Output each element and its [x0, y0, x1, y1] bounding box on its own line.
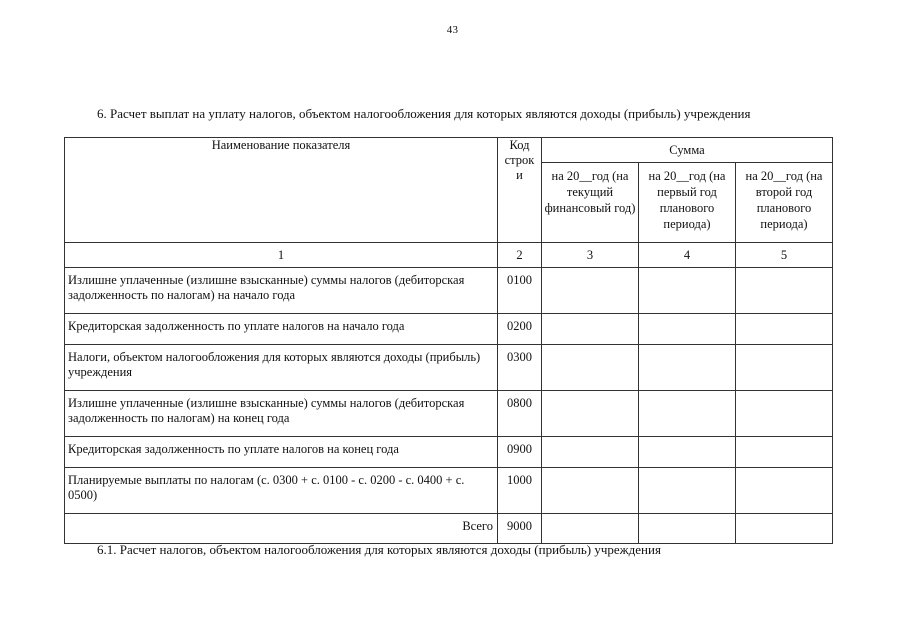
- row-name: Планируемые выплаты по налогам (с. 0300 + с. 0100 - с. 0200 - с. 0400 + с. 0500): [65, 468, 498, 514]
- row-name: Кредиторская задолженность по уплате налогов на конец года: [65, 437, 498, 468]
- value-cell[interactable]: [542, 345, 639, 391]
- column-number: 2: [498, 243, 542, 268]
- column-number: 4: [639, 243, 736, 268]
- table-row: [65, 437, 833, 468]
- value-cell[interactable]: [542, 391, 639, 437]
- total-code: 9000: [498, 514, 542, 544]
- column-number: 3: [542, 243, 639, 268]
- value-cell[interactable]: [542, 268, 639, 314]
- value-cell[interactable]: [736, 345, 833, 391]
- row-name: Кредиторская задолженность по уплате налогов на начало года: [65, 314, 498, 345]
- row-code: 0200: [498, 314, 542, 345]
- header-sum: Сумма: [542, 138, 833, 163]
- row-code: 0300: [498, 345, 542, 391]
- value-cell[interactable]: [736, 468, 833, 514]
- value-cell[interactable]: [736, 314, 833, 345]
- table-row: [65, 391, 833, 437]
- value-cell[interactable]: [639, 314, 736, 345]
- table-row: [65, 345, 833, 391]
- column-numbers-row: [65, 243, 833, 268]
- page-number: 43: [446, 24, 459, 36]
- table-row: [65, 268, 833, 314]
- value-cell[interactable]: [639, 345, 736, 391]
- section-title: 6. Расчет выплат на уплату налогов, объектом налогообложения для которых являются доходы (прибыль) учреждения: [97, 106, 751, 121]
- value-cell[interactable]: [736, 437, 833, 468]
- header-sum-second-plan-year: на 20__год (на второй год планового периода): [736, 163, 833, 243]
- column-number: 5: [736, 243, 833, 268]
- row-name: Налоги, объектом налогообложения для которых являются доходы (прибыль) учреждения: [65, 345, 498, 391]
- value-cell[interactable]: [736, 268, 833, 314]
- value-cell[interactable]: [639, 391, 736, 437]
- column-number: 1: [65, 243, 498, 268]
- header-sum-current-year: на 20__год (на текущий финансовый год): [542, 163, 639, 243]
- row-code: 0100: [498, 268, 542, 314]
- header-sum-first-plan-year: на 20__год (на первый год планового периода): [639, 163, 736, 243]
- total-label: Всего: [65, 514, 498, 544]
- header-indicator-name: Наименование показателя: [65, 138, 498, 243]
- header-line-code: Код строк и: [498, 138, 542, 243]
- value-cell[interactable]: [542, 514, 639, 544]
- value-cell[interactable]: [542, 437, 639, 468]
- value-cell[interactable]: [639, 468, 736, 514]
- value-cell[interactable]: [639, 514, 736, 544]
- table-row: [65, 468, 833, 514]
- subsection-title: 6.1. Расчет налогов, объектом налогообложения для которых являются доходы (прибыль) учреждения: [97, 542, 661, 557]
- value-cell[interactable]: [639, 268, 736, 314]
- row-code: 0900: [498, 437, 542, 468]
- row-name: Излишне уплаченные (излишне взысканные) суммы налогов (дебиторская задолженность по налогам) на конец года: [65, 391, 498, 437]
- value-cell[interactable]: [542, 314, 639, 345]
- value-cell[interactable]: [542, 468, 639, 514]
- value-cell[interactable]: [736, 514, 833, 544]
- row-code: 0800: [498, 391, 542, 437]
- value-cell[interactable]: [736, 391, 833, 437]
- row-code: 1000: [498, 468, 542, 514]
- value-cell[interactable]: [639, 437, 736, 468]
- total-row: [65, 514, 833, 544]
- row-name: Излишне уплаченные (излишне взысканные) суммы налогов (дебиторская задолженность по налогам) на начало года: [65, 268, 498, 314]
- tax-payments-table: [64, 137, 833, 544]
- table-row: [65, 314, 833, 345]
